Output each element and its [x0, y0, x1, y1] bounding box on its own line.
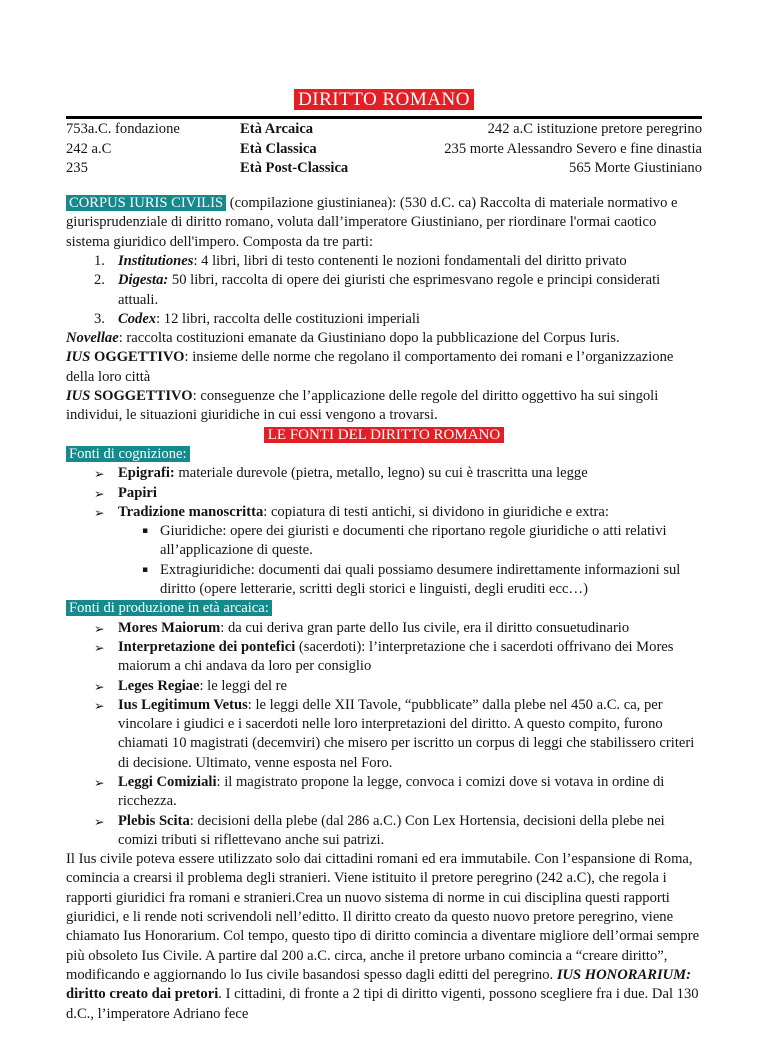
term-leges-regiae: Leges Regiae: [118, 677, 200, 694]
arrow-bullet-icon: ➢: [94, 504, 105, 520]
title-divider: [66, 116, 702, 119]
list-item-text: [118, 677, 702, 696]
list-number: 1.: [94, 252, 105, 269]
sub-item-text: Giuridiche: opere dei giuristi e documenti che riportano regole giuridiche o atti relativi all’applicazione di queste.: [160, 523, 667, 559]
list-item-text: [118, 310, 702, 329]
cognizione-heading: Fonti di cognizione:: [66, 446, 190, 462]
bullet-item-papiri: [66, 484, 702, 503]
item-text: : decisioni della plebe (dal 286 a.C.) Con Lex Hortensia, decisioni della plebe nei comizi tributi si riflettevano anche sui patrizi.: [118, 812, 665, 848]
ius-soggettivo-text: : conseguenze che l’applicazione delle regole del diritto oggettivo ha sui singoli individui, le situazioni giuridiche in cui essi vengono a trovarsi.: [66, 388, 659, 424]
term-plebis-scita: Plebis Scita: [118, 812, 190, 829]
item-text: (sacerdoti): l’interpretazione che i sacerdoti offrivano dei Mores maiorum a chi andava da loro per consiglio: [118, 638, 674, 675]
sub-bullet-extragiuridiche: [66, 561, 702, 600]
term-ius: IUS: [66, 388, 91, 405]
cognizione-heading-row: [66, 445, 702, 464]
table-row: [66, 140, 702, 160]
numbered-item-institutiones: [66, 252, 702, 271]
arrow-bullet-icon: ➢: [94, 774, 105, 790]
corpus-heading: CORPUS IURIS CIVILIS: [66, 195, 226, 211]
bullet-item-tradizione-manoscritta: [66, 503, 702, 522]
timeline-event: 565 Morte Giustiniano: [569, 160, 702, 177]
timeline-era: Età Classica: [240, 140, 317, 157]
list-item-text: [118, 252, 702, 271]
sub-bullet-giuridiche: [66, 522, 702, 561]
item-text: materiale durevole (pietra, metallo, legno) su cui è trascritta una legge: [174, 465, 588, 482]
term-leggi-comiziali: Leggi Comiziali: [118, 773, 217, 790]
ius-oggettivo-paragraph: [66, 348, 702, 387]
term-ius-legitimum-vetus: Ius Legitimum Vetus: [118, 696, 248, 713]
timeline-era: Età Post-Classica: [240, 160, 349, 177]
term-tradizione: Tradizione manoscritta: [118, 503, 264, 520]
item-text: : copiatura di testi antichi, si dividono in giuridiche e extra:: [263, 503, 609, 520]
list-item-text: [118, 464, 702, 483]
arrow-bullet-icon: ➢: [94, 485, 105, 501]
novellae-paragraph: [66, 329, 702, 348]
term-epigrafi: Epigrafi:: [118, 465, 175, 482]
list-item-text: [118, 484, 702, 503]
item-text: : 4 libri, libri di testo contenenti le nozioni fondamentali del diritto privato: [193, 252, 627, 269]
numbered-item-codex: [66, 310, 702, 329]
term-soggettivo: SOGGETTIVO: [90, 388, 193, 405]
closing-paragraph: [66, 850, 702, 1024]
fonti-banner-row: [66, 426, 702, 445]
table-row: [66, 120, 702, 140]
term-ius: IUS: [66, 349, 91, 366]
arrow-bullet-icon: ➢: [94, 466, 105, 482]
bullet-item-ius-legitimum-vetus: [66, 696, 702, 773]
timeline-date: 753a.C. fondazione: [66, 121, 180, 138]
arrow-bullet-icon: ➢: [94, 639, 105, 655]
closing-text: Il Ius civile poteva essere utilizzato solo dai cittadini romani ed era immutabile. Con l’espansione di Roma, comincia a crearsi il problema degli stranieri. Viene istituito il pretore peregrino (242 a.C), che regola i rapporti giuridici fra romani e stranieri.Crea un nuovo sistema di norme in cui disciplina questi rapporti giuridici, e li rende noti scrivendoli nell’editto. Il diritto creato da questo nuovo pretore peregrino, viene chiamato Ius Honorarium. Col tempo, questo tipo di diritto comincia a diventare migliore dell’ormai sempre più obsoleto Ius Civile. A partire dal 200 a.C. circa, anche il pretore urbano comincia a “creare diritto”, modificando e aggiornando lo Ius civile basandosi spesso dagli editti del peregrino.: [66, 851, 700, 983]
timeline-event: 235 morte Alessandro Severo e fine dinastia: [444, 140, 702, 157]
term-mores-maiorum: Mores Maiorum: [118, 619, 221, 636]
term-institutiones: Institutiones: [118, 252, 194, 269]
arrow-bullet-icon: ➢: [94, 813, 105, 829]
bullet-item-interpretazione-pontefici: [66, 638, 702, 677]
title-row: [66, 90, 702, 111]
timeline-event: 242 a.C istituzione pretore peregrino: [487, 121, 702, 138]
term-novellae: Novellae: [66, 330, 119, 347]
list-item-text: [118, 638, 702, 677]
ius-honorarium-definition: diritto creato dai pretori: [66, 986, 219, 1003]
bullet-item-leges-regiae: [66, 677, 702, 696]
list-item-text: [118, 696, 702, 773]
list-number: 2.: [94, 272, 105, 289]
item-text: : le leggi delle XII Tavole, “pubblicate” dalla plebe nel 450 a.C. ca, per vincolare i giudici e i sacerdoti nelle loro interpretazioni del diritto. A questo compito, furono chiamati 10 magistrati (decemviri) che misero per iscritto un corpus di leggi che stabilissero criteri di decisione. Ultimato, venne esposta nel Foro.: [118, 696, 695, 771]
arrow-bullet-icon: ➢: [94, 620, 105, 636]
closing-text: . I cittadini, di fronte a 2 tipi di diritto vigenti, possono scegliere fra i due. Dal 130 d.C., l’imperatore Adriano fece: [66, 986, 699, 1022]
page-title: DIRITTO ROMANO: [294, 89, 474, 110]
arrow-bullet-icon: ➢: [94, 697, 105, 713]
timeline-date: 242 a.C: [66, 140, 112, 157]
square-bullet-icon: ▪: [142, 526, 149, 537]
table-row: [66, 159, 702, 179]
list-number: 3.: [94, 310, 105, 327]
bullet-item-mores-maiorum: [66, 619, 702, 638]
timeline-table: [66, 120, 702, 179]
item-text: 50 libri, raccolta di opere dei giuristi che esprimesvano regole e principi considerati attuali.: [118, 272, 661, 308]
timeline-date: 235: [66, 160, 88, 177]
item-text: : da cui deriva gran parte dello Ius civile, era il diritto consuetudinario: [220, 619, 630, 636]
timeline-era: Età Arcaica: [240, 121, 314, 138]
item-text: : 12 libri, raccolta delle costituzioni imperiali: [156, 310, 420, 327]
produzione-heading-row: [66, 599, 702, 618]
corpus-intro-text: (compilazione giustinianea): (530 d.C. ca) Raccolta di materiale normativo e giurisprudenziale di diritto romano, voluta dall’imperatore Giustiniano, per riordinare l'ormai caotico sistema giuridico dell'impero. Composta da tre parti:: [66, 195, 678, 250]
term-digesta: Digesta:: [118, 272, 169, 289]
item-text: : il magistrato propone la legge, convoca i comizi dove si votava in ordine di ricchezza.: [118, 773, 665, 810]
fonti-banner: LE FONTI DEL DIRITTO ROMANO: [264, 427, 504, 443]
novellae-text: : raccolta costituzioni emanate da Giustiniano dopo la pubblicazione del Corpus Iuris.: [118, 330, 620, 347]
term-codex: Codex: [118, 310, 157, 327]
ius-oggettivo-text: : insieme delle norme che regolano il comportamento dei romani e l’organizzazione della loro città: [66, 349, 674, 385]
bullet-item-plebis-scita: [66, 812, 702, 851]
square-bullet-icon: ▪: [142, 564, 149, 575]
list-item-text: [118, 271, 702, 310]
list-item-text: [118, 503, 702, 522]
numbered-item-digesta: [66, 271, 702, 310]
term-ius-honorarium: IUS HONORARIUM:: [556, 966, 692, 983]
list-item-text: [118, 812, 702, 851]
term-oggettivo: OGGETTIVO: [90, 349, 185, 366]
corpus-paragraph: [66, 194, 702, 252]
list-item-text: [118, 619, 702, 638]
term-interpretazione: Interpretazione dei pontefici: [118, 638, 296, 655]
bullet-item-epigrafi: [66, 464, 702, 483]
ius-soggettivo-paragraph: [66, 387, 702, 426]
produzione-heading: Fonti di produzione in età arcaica:: [66, 600, 272, 616]
term-papiri: Papiri: [118, 484, 157, 501]
item-text: : le leggi del re: [199, 677, 287, 694]
bullet-item-leggi-comiziali: [66, 773, 702, 812]
list-item-text: [118, 773, 702, 812]
arrow-bullet-icon: ➢: [94, 678, 105, 694]
sub-item-text: Extragiuridiche: documenti dai quali possiamo desumere indirettamente informazioni sul diritto (opere letterarie, scritti degli storici e linguisti, degli eruditi ecc…): [160, 561, 681, 598]
